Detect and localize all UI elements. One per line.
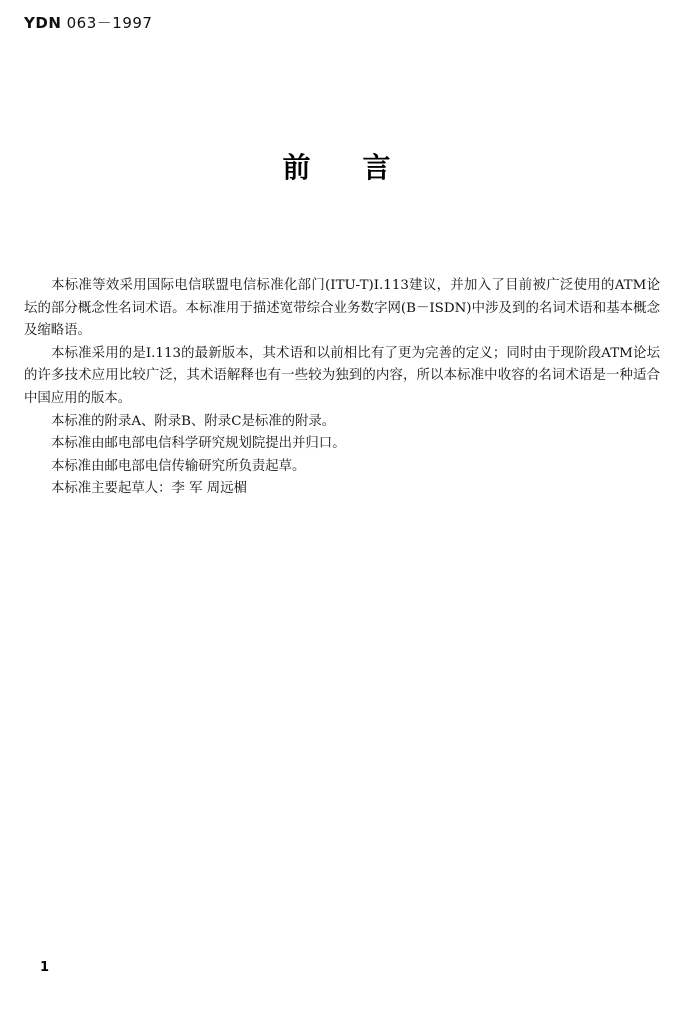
foreword-paragraph-1: 本标准等效采用国际电信联盟电信标准化部门(ITU-T)I.113建议，并加入了目前被广泛使用的ATM论坛的部分概念性名词术语。本标准用于描述宽带综合业务数字网(B－ISDN)中涉及到的名词术语和基本概念及缩略语。 <box>24 278 660 339</box>
page-number: 1 <box>40 960 50 975</box>
foreword-paragraph-3: 本标准的附录A、附录B、附录C是标准的附录。 <box>51 413 336 429</box>
foreword-paragraph-5: 本标准由邮电部电信传输研究所负责起草。 <box>51 458 306 474</box>
foreword-paragraph-2: 本标准采用的是I.113的最新版本，其术语和以前相比有了更为完善的定义；同时由于现阶段ATM论坛的许多技术应用比较广泛，其术语解释也有一些较为独到的内容，所以本标准中收容的名词术语是一种适合中国应用的版本。 <box>24 345 660 406</box>
foreword-paragraph-6: 本标准主要起草人：李 军 周远楣 <box>51 481 247 497</box>
standard-code-number: 063－1997 <box>61 14 153 32</box>
foreword-paragraph-4: 本标准由邮电部电信科学研究规划院提出并归口。 <box>51 436 346 452</box>
page-title: 前言 <box>282 151 443 184</box>
standard-code-header <box>24 12 152 33</box>
foreword-body <box>24 275 660 501</box>
standard-code-prefix: YDN <box>24 14 62 32</box>
